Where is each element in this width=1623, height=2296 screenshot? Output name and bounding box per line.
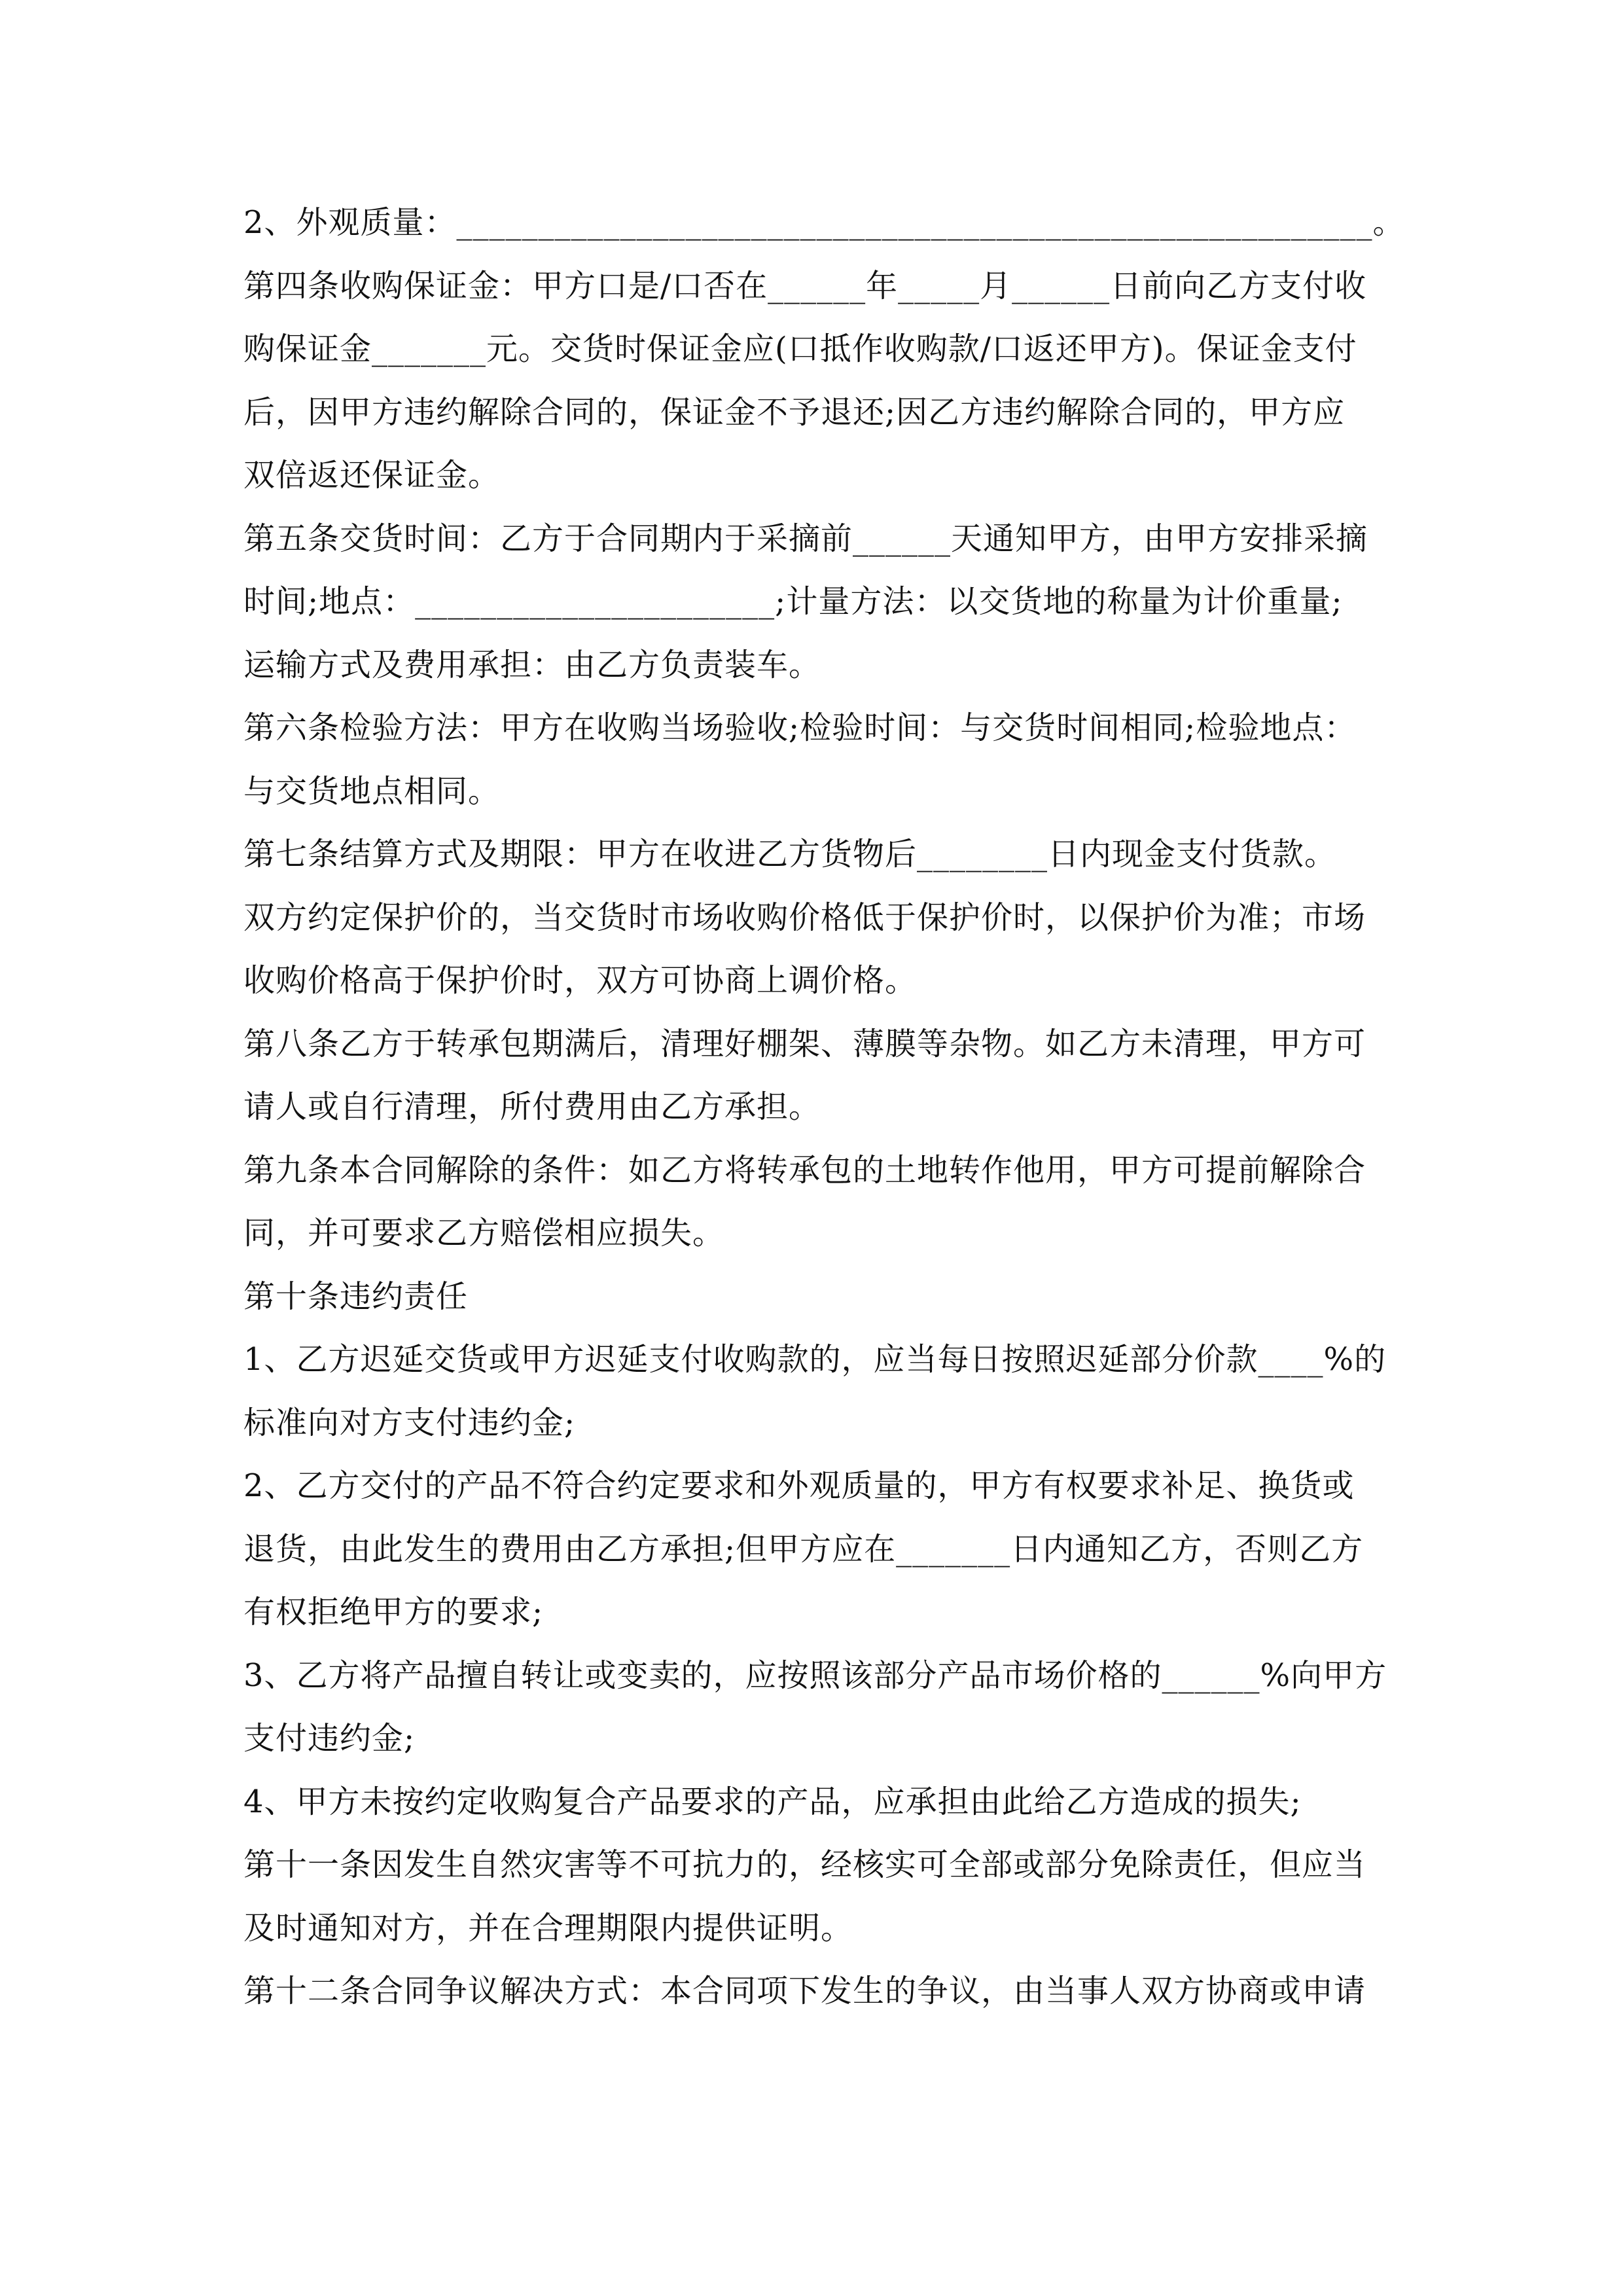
text-line: 收购价格高于保护价时，双方可协商上调价格。 bbox=[243, 962, 918, 999]
text-line: 2、外观质量：________________________________________________________。 bbox=[243, 204, 1405, 241]
text-line: 第十一条因发生自然灾害等不可抗力的，经核实可全部或部分免除责任，但应当 bbox=[243, 1846, 1366, 1883]
text-line: 2、乙方交付的产品不符合约定要求和外观质量的，甲方有权要求补足、换货或 bbox=[243, 1467, 1355, 1504]
text-line: 第十二条合同争议解决方式：本合同项下发生的争议，由当事人双方协商或申请 bbox=[243, 1973, 1366, 2009]
text-line: 第六条检验方法：甲方在收购当场验收;检验时间：与交货时间相同;检验地点： bbox=[243, 709, 1357, 746]
text-line: 后，因甲方违约解除合同的，保证金不予退还;因乙方违约解除合同的，甲方应 bbox=[243, 393, 1346, 431]
text-line: 支付违约金; bbox=[243, 1720, 416, 1757]
text-line: 请人或自行清理，所付费用由乙方承担。 bbox=[243, 1088, 821, 1125]
text-line: 第五条交货时间：乙方于合同期内于采摘前______天通知甲方，由甲方安排采摘 bbox=[243, 520, 1368, 557]
text-line: 双方约定保护价的，当交货时市场收购价格低于保护价时，以保护价为准；市场 bbox=[243, 899, 1366, 936]
text-line: 第七条结算方式及期限：甲方在收进乙方货物后________日内现金支付货款。 bbox=[243, 836, 1337, 872]
text-line: 有权拒绝甲方的要求; bbox=[243, 1594, 544, 1630]
document-body bbox=[243, 191, 1405, 2023]
text-line: 购保证金_______元。交货时保证金应(口抵作收购款/口返还甲方)。保证金支付 bbox=[243, 331, 1357, 367]
text-line: 同，并可要求乙方赔偿相应损失。 bbox=[243, 1215, 725, 1251]
text-line: 第九条本合同解除的条件：如乙方将转承包的土地转作他用，甲方可提前解除合 bbox=[243, 1151, 1366, 1189]
text-line: 标准向对方支付违约金; bbox=[243, 1404, 576, 1441]
text-line: 退货，由此发生的费用由乙方承担;但甲方应在_______日内通知乙方，否则乙方 bbox=[243, 1530, 1364, 1568]
text-line: 3、乙方将产品擅自转让或变卖的，应按照该部分产品市场价格的______%向甲方 bbox=[243, 1657, 1387, 1694]
text-line: 第八条乙方于转承包期满后，清理好棚架、薄膜等杂物。如乙方未清理，甲方可 bbox=[243, 1025, 1366, 1062]
text-line: 第十条违约责任 bbox=[243, 1278, 469, 1315]
text-line: 时间;地点：______________________;计量方法：以交货地的称量为计价重量; bbox=[243, 583, 1343, 620]
text-line: 与交货地点相同。 bbox=[243, 772, 501, 810]
text-line: 1、乙方迟延交货或甲方迟延支付收购款的，应当每日按照迟延部分价款____%的 bbox=[243, 1341, 1387, 1378]
text-line: 运输方式及费用承担：由乙方负责装车。 bbox=[243, 646, 821, 683]
text-line: 及时通知对方，并在合理期限内提供证明。 bbox=[243, 1909, 853, 1946]
text-line: 第四条收购保证金：甲方口是/口否在______年_____月______日前向乙方支付收 bbox=[243, 267, 1367, 304]
text-line: 双倍返还保证金。 bbox=[243, 457, 501, 493]
text-line: 4、甲方未按约定收购复合产品要求的产品，应承担由此给乙方造成的损失; bbox=[243, 1783, 1302, 1820]
